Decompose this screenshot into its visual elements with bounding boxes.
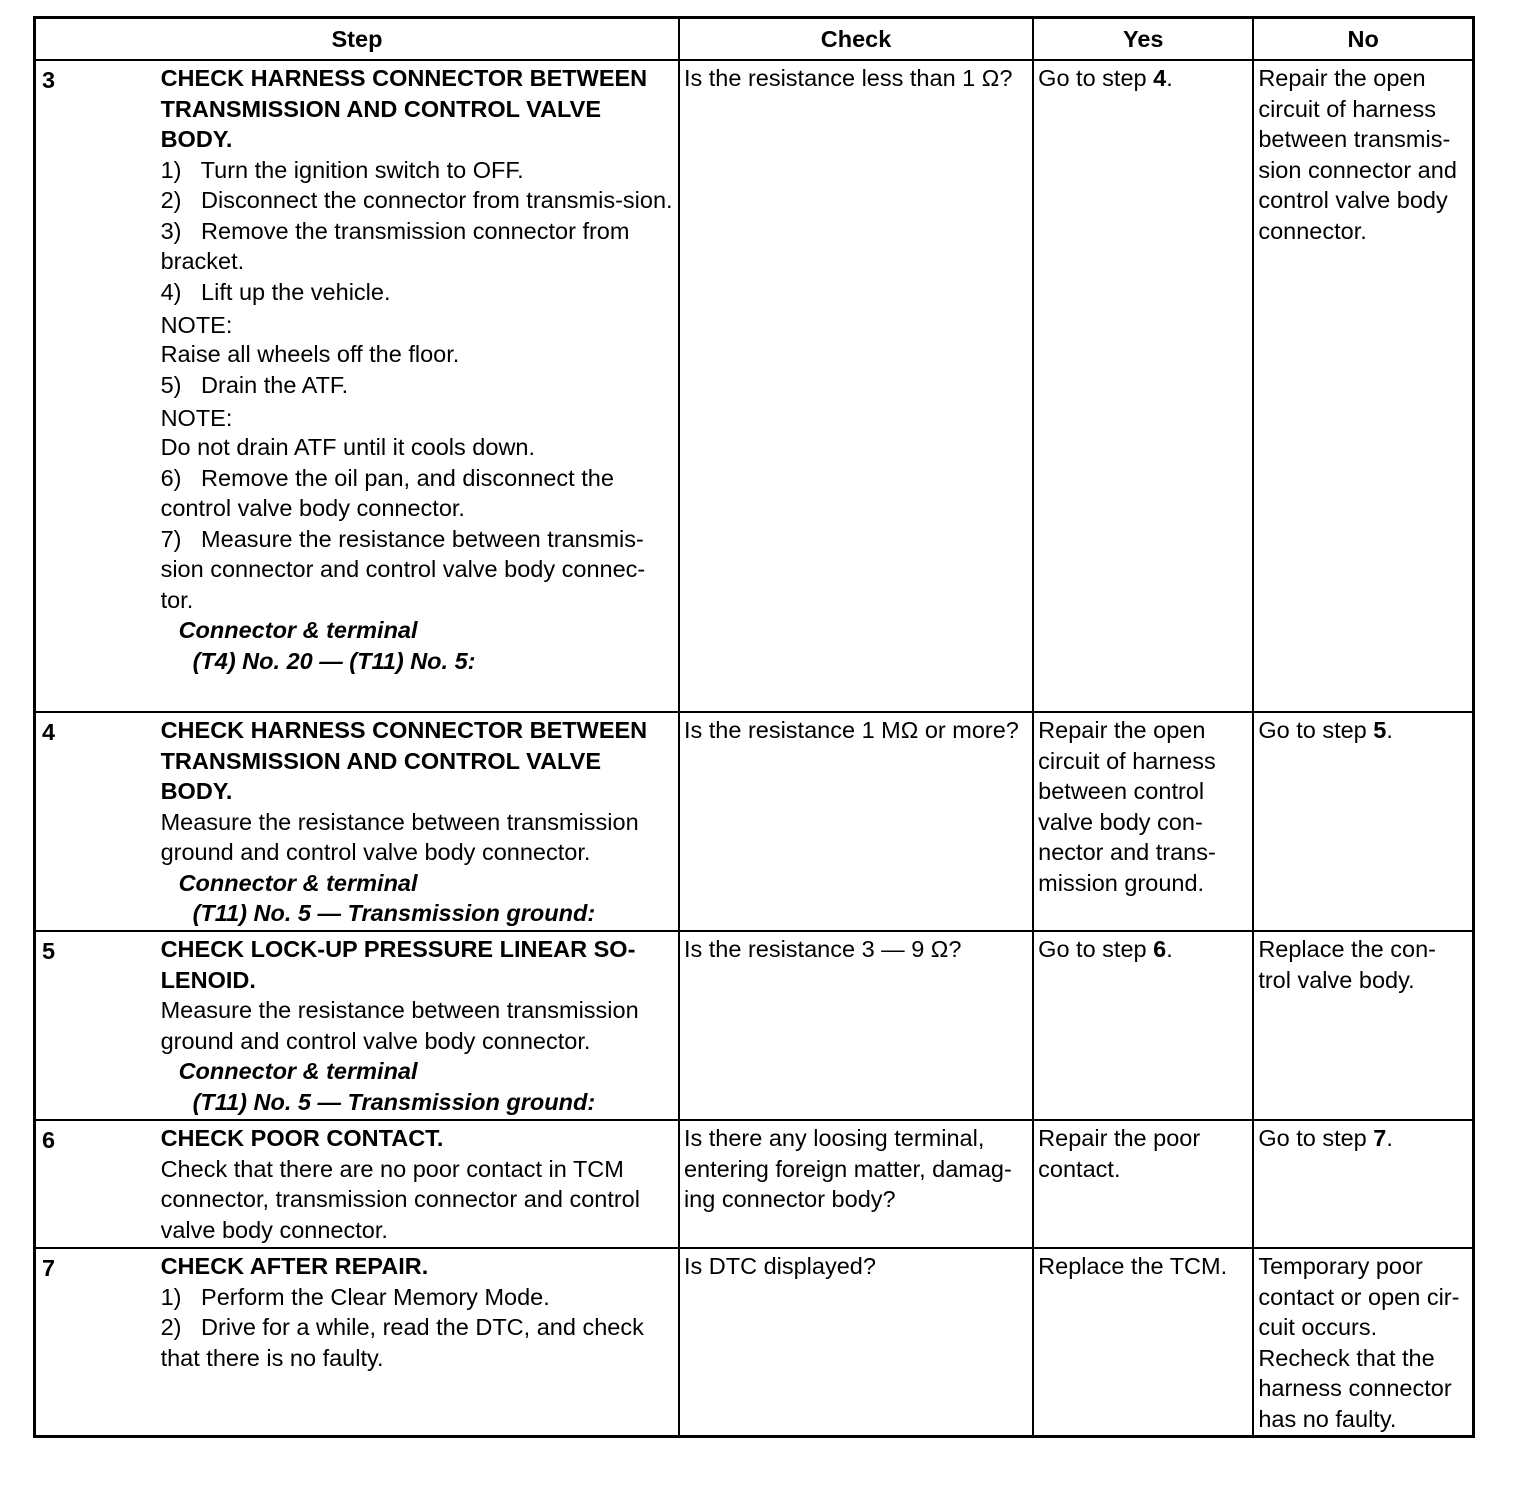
yes-cell	[1033, 60, 1253, 712]
note-text: Do not drain ATF until it cools down.	[160, 434, 536, 460]
check-cell: Is the resistance 3 — 9 Ω?	[679, 931, 1033, 1120]
diagnostic-table	[33, 16, 1475, 1438]
step-instruction: Measure the resistance between transmission ground and control valve body connector.	[160, 808, 639, 865]
step-instruction: 5) Drain the ATF.	[160, 371, 349, 398]
no-suffix: .	[1386, 1125, 1393, 1151]
step-instruction: Measure the resistance between transmission ground and control valve body connector.	[160, 997, 639, 1054]
check-cell: Is DTC displayed?	[679, 1248, 1033, 1436]
step-description	[157, 712, 679, 931]
step-instruction: 3) Remove the transmission connector from bracket.	[160, 217, 630, 274]
step-instruction: 1) Perform the Clear Memory Mode.	[160, 1283, 550, 1310]
note-label: NOTE:	[160, 312, 233, 338]
table-row	[35, 1120, 1474, 1248]
table-row	[35, 1248, 1474, 1436]
step-instruction: 7) Measure the resistance between transmis-sion connector and control valve body connec-tor.	[160, 525, 646, 613]
step-number: 3	[35, 60, 157, 712]
yes-step-ref: 4	[1153, 65, 1167, 91]
no-cell: Temporary poor contact or open cir-cuit occurs. Recheck that the harness connector has no faulty.	[1253, 1248, 1473, 1436]
header-check: Check	[679, 18, 1033, 61]
no-text: Go to step	[1258, 717, 1374, 743]
connector-label: Connector & terminal	[178, 1058, 418, 1084]
yes-step-ref: 6	[1153, 936, 1167, 962]
step-instruction: 4) Lift up the vehicle.	[160, 278, 391, 305]
step-number: 4	[35, 712, 157, 931]
header-yes: Yes	[1033, 18, 1253, 61]
yes-cell: Repair the poor contact.	[1033, 1120, 1253, 1248]
no-step-ref: 5	[1373, 717, 1387, 743]
header-no: No	[1253, 18, 1473, 61]
yes-suffix: .	[1166, 936, 1173, 962]
step-title: CHECK HARNESS CONNECTOR BETWEEN TRANSMISSION AND CONTROL VALVE BODY.	[160, 717, 648, 804]
connector-value: (T11) No. 5 — Transmission ground:	[192, 1088, 596, 1115]
connector-value: (T11) No. 5 — Transmission ground:	[192, 900, 596, 926]
step-instruction: Check that there are no poor contact in TCM connector, transmission connector and control valve body connector.	[160, 1155, 640, 1243]
step-description	[157, 931, 679, 1120]
yes-text: Go to step	[1038, 65, 1154, 91]
no-text: Go to step	[1258, 1125, 1374, 1151]
step-instruction: 2) Drive for a while, read the DTC, and check that there is no faulty.	[160, 1314, 644, 1371]
no-cell: Repair the open circuit of harness between transmis-sion connector and control valve body connector.	[1253, 60, 1473, 712]
connector-value: (T4) No. 20 — (T11) No. 5:	[192, 647, 476, 674]
connector-label: Connector & terminal	[178, 869, 418, 896]
header-step: Step	[35, 18, 679, 61]
yes-text: Go to step	[1038, 936, 1154, 962]
step-instruction: 2) Disconnect the connector from transmis-sion.	[160, 187, 673, 213]
step-number: 7	[35, 1248, 157, 1436]
step-title: CHECK AFTER REPAIR.	[160, 1253, 429, 1279]
no-step-ref: 7	[1373, 1125, 1387, 1151]
yes-cell	[1033, 931, 1253, 1120]
step-description	[157, 60, 679, 712]
connector-label: Connector & terminal	[178, 617, 418, 643]
step-title: CHECK LOCK-UP PRESSURE LINEAR SO-LENOID.	[160, 936, 636, 993]
no-suffix: .	[1386, 717, 1393, 743]
step-number: 6	[35, 1120, 157, 1248]
check-cell: Is there any loosing terminal, entering foreign matter, damag-ing connector body?	[679, 1120, 1033, 1248]
note-text: Raise all wheels off the floor.	[160, 341, 460, 367]
step-number: 5	[35, 931, 157, 1120]
table-row	[35, 712, 1474, 931]
table-row	[35, 60, 1474, 712]
check-cell: Is the resistance less than 1 Ω?	[679, 60, 1033, 712]
step-description	[157, 1120, 679, 1248]
step-title: CHECK HARNESS CONNECTOR BETWEEN TRANSMISSION AND CONTROL VALVE BODY.	[160, 65, 648, 152]
yes-cell: Repair the open circuit of harness between control valve body con-nector and trans-mission ground.	[1033, 712, 1253, 931]
step-title: CHECK POOR CONTACT.	[160, 1125, 444, 1151]
no-cell	[1253, 1120, 1473, 1248]
step-description	[157, 1248, 679, 1436]
table-row	[35, 931, 1474, 1120]
yes-cell: Replace the TCM.	[1033, 1248, 1253, 1436]
note-label: NOTE:	[160, 405, 233, 431]
header-row	[35, 18, 1474, 61]
yes-suffix: .	[1166, 65, 1173, 91]
no-cell: Replace the con-trol valve body.	[1253, 931, 1473, 1120]
check-cell: Is the resistance 1 MΩ or more?	[679, 712, 1033, 931]
step-instruction: 6) Remove the oil pan, and disconnect the control valve body connector.	[160, 464, 614, 521]
no-cell	[1253, 712, 1473, 931]
step-instruction: 1) Turn the ignition switch to OFF.	[160, 156, 524, 183]
